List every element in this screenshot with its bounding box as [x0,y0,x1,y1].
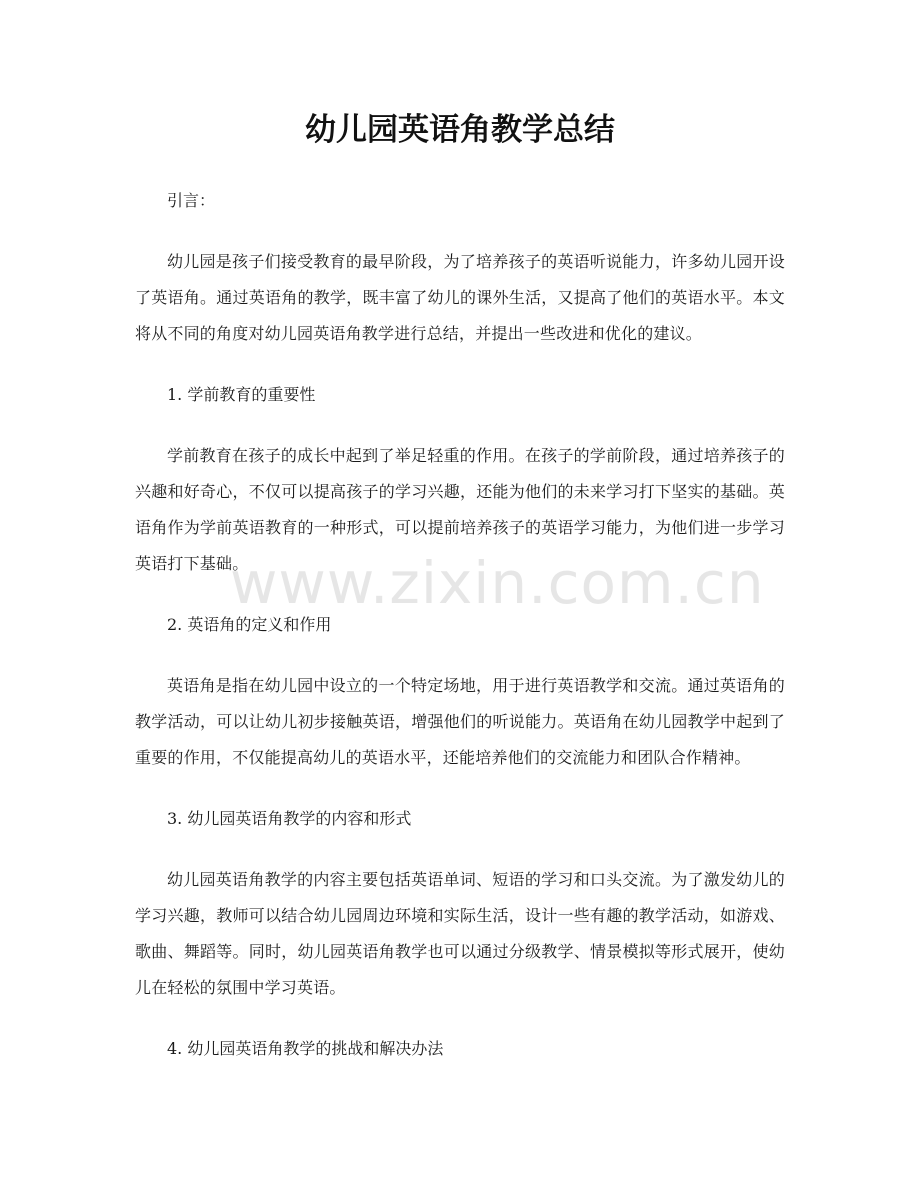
watermark-text: www.zixin.com.cn [230,549,765,617]
document-body [135,183,785,1092]
intro-paragraph: 幼儿园是孩子们接受教育的最早阶段，为了培养孩子的英语听说能力，许多幼儿园开设了英语角。通过英语角的教学，既丰富了幼儿的课外生活，又提高了他们的英语水平。本文将从不同的角度对幼儿园英语角教学进行总结，并提出一些改进和优化的建议。 [135,252,785,343]
section-paragraph-3: 幼儿园英语角教学的内容主要包括英语单词、短语的学习和口头交流。为了激发幼儿的学习兴趣，教师可以结合幼儿园周边环境和实际生活，设计一些有趣的教学活动，如游戏、歌曲、舞蹈等。同时，幼儿园英语角教学也可以通过分级教学、情景模拟等形式展开，使幼儿在轻松的氛围中学习英语。 [135,870,785,997]
page-title: 幼儿园英语角教学总结 [305,112,615,148]
intro-label: 引言： [167,191,216,210]
section-heading-1: 1. 学前教育的重要性 [167,385,316,404]
section-paragraph-1: 学前教育在孩子的成长中起到了举足轻重的作用。在孩子的学前阶段，通过培养孩子的兴趣和好奇心，不仅可以提高孩子的学习兴趣，还能为他们的未来学习打下坚实的基础。英语角作为学前英语教育的一种形式，可以提前培养孩子的英语学习能力，为他们进一步学习英语打下基础。 [135,446,785,573]
section-paragraph-2: 英语角是指在幼儿园中设立的一个特定场地，用于进行英语教学和交流。通过英语角的教学活动，可以让幼儿初步接触英语，增强他们的听说能力。英语角在幼儿园教学中起到了重要的作用，不仅能提高幼儿的英语水平，还能培养他们的交流能力和团队合作精神。 [135,676,785,767]
section-heading-3: 3. 幼儿园英语角教学的内容和形式 [167,809,412,828]
section-heading-4: 4. 幼儿园英语角教学的挑战和解决办法 [167,1039,444,1058]
section-heading-2: 2. 英语角的定义和作用 [167,615,332,634]
